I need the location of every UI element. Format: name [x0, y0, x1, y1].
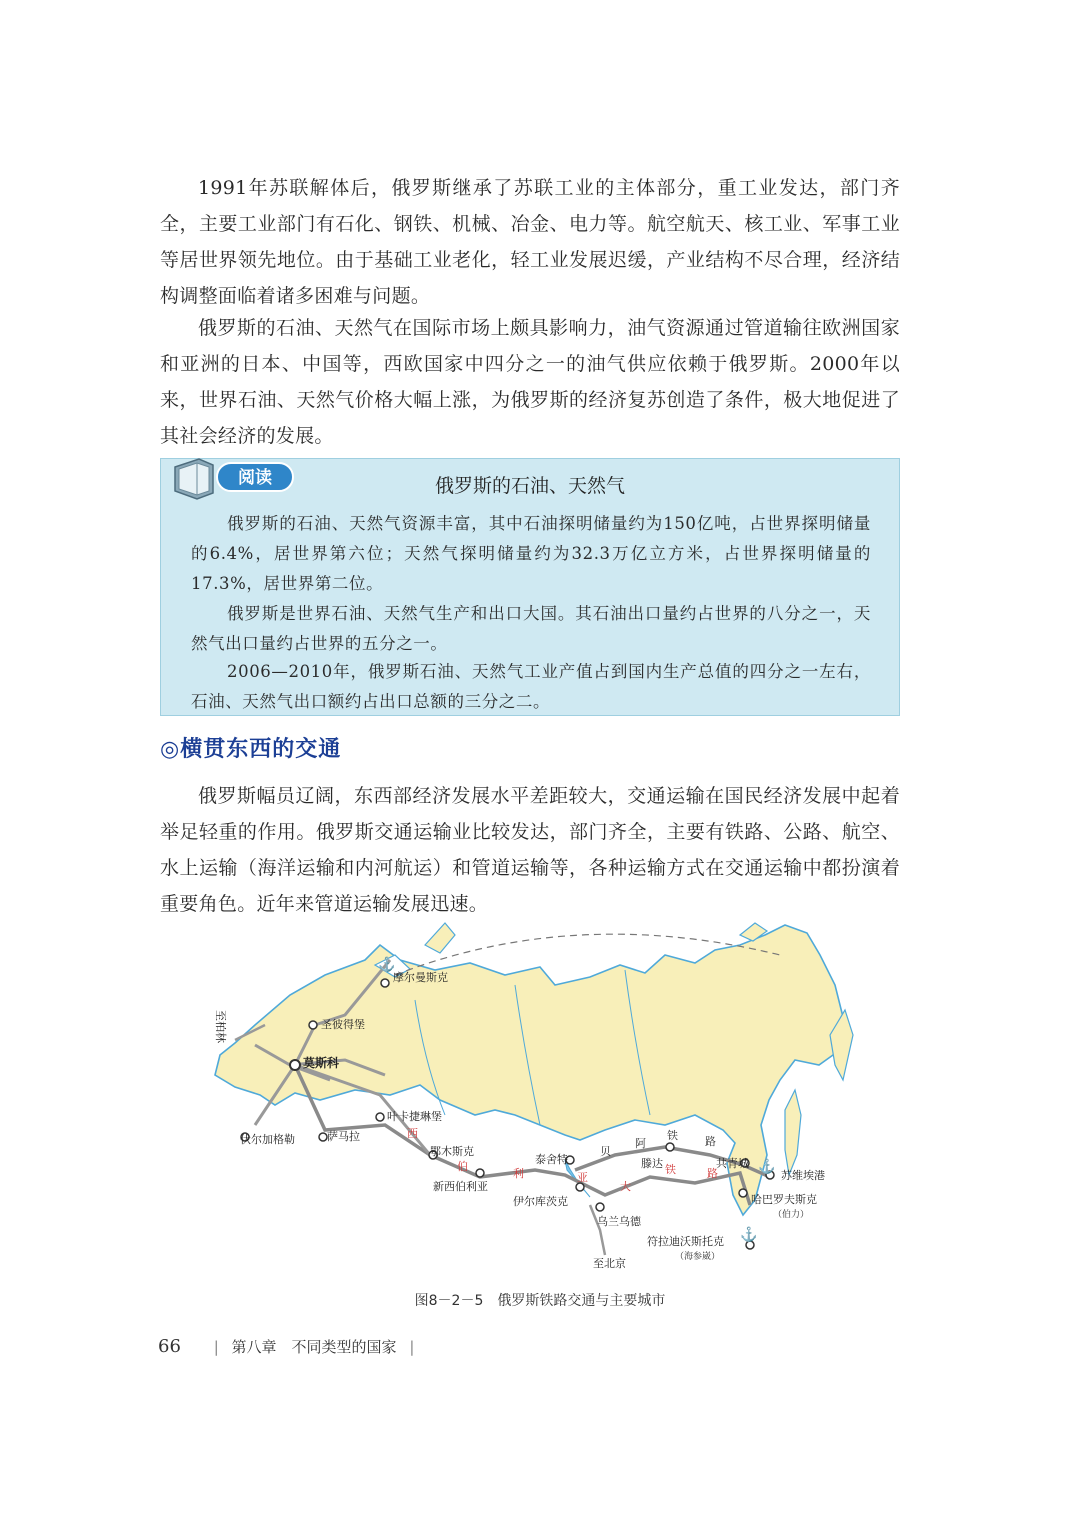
novaya-zemlya	[425, 923, 455, 953]
reading-title: 俄罗斯的石油、天然气	[434, 475, 625, 497]
reading-paragraph-2: 俄罗斯是世界石油、天然气生产和出口大国。其石油出口量约占世界的八分之一，天然气出口量约占世界的五分之一。	[191, 604, 871, 653]
baikal-amur-char-3: 铁	[667, 1129, 678, 1142]
reading-badge-label: 阅读	[238, 468, 272, 488]
trans-siberian-char-6: 铁	[665, 1163, 676, 1176]
city-label-khabarovsk-alt: （伯力）	[773, 1210, 810, 1220]
trans-siberian-char-7: 路	[707, 1167, 718, 1180]
city-label-volgograd: 伏尔加格勒	[240, 1133, 295, 1146]
chapter-title: 第八章 不同类型的国家	[231, 1338, 397, 1356]
city-marker-khabarovsk	[739, 1189, 747, 1197]
trans-siberian-char-4: 亚	[577, 1171, 588, 1184]
trans-siberian-char-2: 伯	[457, 1160, 468, 1173]
city-marker-samara	[319, 1133, 327, 1141]
city-marker-novosibirsk	[476, 1169, 484, 1177]
baikal-amur-char-4: 路	[705, 1135, 716, 1148]
sakhalin-island	[785, 1090, 801, 1175]
reading-paragraph-1: 俄罗斯的石油、天然气资源丰富，其中石油探明储量约为150亿吨，占世界探明储量的6.4%，居世界第六位；天然气探明储量约为32.3万亿立方米，占世界探明储量的17.3%，居世界第二位。	[191, 514, 871, 593]
city-label-st-petersburg: 圣彼得堡	[321, 1018, 365, 1031]
city-label-yekaterinburg: 叶卡捷琳堡	[387, 1110, 442, 1123]
russia-railway-map	[195, 915, 855, 1275]
city-label-sovetskaya-gavan: 苏维埃港	[781, 1169, 825, 1182]
city-marker-yekaterinburg	[376, 1113, 384, 1121]
label-to-berlin: 至柏林	[214, 1010, 227, 1043]
page-number: 66	[158, 1336, 181, 1357]
page-footer	[158, 1336, 422, 1357]
reading-box	[160, 458, 900, 716]
reading-paragraph-3: 2006—2010年，俄罗斯石油、天然气工业产值占到国内生产总值的四分之一左右，石油、天然气出口额约占出口总额的三分之二。	[191, 662, 871, 711]
footer-divider-right: |	[409, 1338, 415, 1356]
section-heading: ◎横贯东西的交通	[160, 737, 342, 762]
city-label-murmansk: 摩尔曼斯克	[393, 971, 448, 984]
city-marker-tynda	[666, 1143, 674, 1151]
city-label-vladivostok-alt: （海参崴）	[675, 1252, 721, 1262]
body-paragraph-1: 1991年苏联解体后，俄罗斯继承了苏联工业的主体部分，重工业发达，部门齐全，主要工业部门有石化、钢铁、机械、冶金、电力等。航空航天、核工业、军事工业等居世界领先地位。由于基础工业老化，轻工业发展迟缓，产业结构不尽合理，经济结构调整面临着诸多困难与问题。	[160, 177, 900, 307]
city-label-tayshet: 泰舍特	[535, 1153, 568, 1166]
trans-siberian-char-1: 西	[407, 1127, 418, 1140]
city-marker-st-petersburg	[309, 1021, 317, 1029]
trans-siberian-char-5: 大	[620, 1180, 631, 1193]
city-label-moscow: 莫斯科	[303, 1056, 340, 1070]
section-paragraph: 俄罗斯幅员辽阔，东西部经济发展水平差距较大，交通运输在国民经济发展中起着举足轻重的作用。俄罗斯交通运输业比较发达，部门齐全，主要有铁路、公路、航空、水上运输（海洋运输和内河航运）和管道运输等，各种运输方式在交通运输中都扮演着重要角色。近年来管道运输发展迅速。	[160, 785, 900, 915]
city-marker-murmansk	[381, 979, 389, 987]
anchor-icon-vladivostok: ⚓	[740, 1227, 758, 1243]
city-label-khabarovsk: 哈巴罗夫斯克	[751, 1193, 817, 1206]
city-marker-irkutsk	[576, 1183, 584, 1191]
city-label-novosibirsk: 新西伯利亚	[433, 1180, 488, 1193]
anchor-icon-murmansk: ⚓	[378, 957, 396, 973]
city-label-vladivostok: 符拉迪沃斯托克	[647, 1235, 724, 1248]
city-label-irkutsk: 伊尔库茨克	[513, 1195, 568, 1208]
baikal-amur-char-2: 阿	[635, 1137, 646, 1150]
city-label-samara: 萨马拉	[327, 1130, 360, 1143]
city-marker-moscow	[290, 1060, 300, 1070]
body-paragraph-2: 俄罗斯的石油、天然气在国际市场上颇具影响力，油气资源通过管道输往欧洲国家和亚洲的日本、中国等，西欧国家中四分之一的油气供应依赖于俄罗斯。2000年以来，世界石油、天然气价格大幅上涨，为俄罗斯的经济复苏创造了条件，极大地促进了其社会经济的发展。	[160, 317, 900, 447]
label-to-beijing: 至北京	[593, 1257, 626, 1270]
city-label-komsomolsk: 共青城	[716, 1157, 749, 1170]
baikal-amur-char-1: 贝	[600, 1145, 611, 1158]
railway-to-beijing	[590, 1205, 605, 1255]
footer-divider-left: |	[213, 1338, 219, 1356]
city-marker-ulan-ude	[596, 1203, 604, 1211]
trans-siberian-char-3: 利	[513, 1167, 524, 1180]
figure-caption: 图8－2－5 俄罗斯铁路交通与主要城市	[414, 1293, 666, 1309]
city-label-ulan-ude: 乌兰乌德	[597, 1215, 641, 1228]
city-label-tynda: 滕达	[641, 1157, 663, 1170]
anchor-icon-sovetskaya-gavan: ⚓	[758, 1159, 776, 1175]
city-label-omsk: 鄂木斯克	[430, 1145, 474, 1158]
map-svg	[195, 915, 855, 1275]
